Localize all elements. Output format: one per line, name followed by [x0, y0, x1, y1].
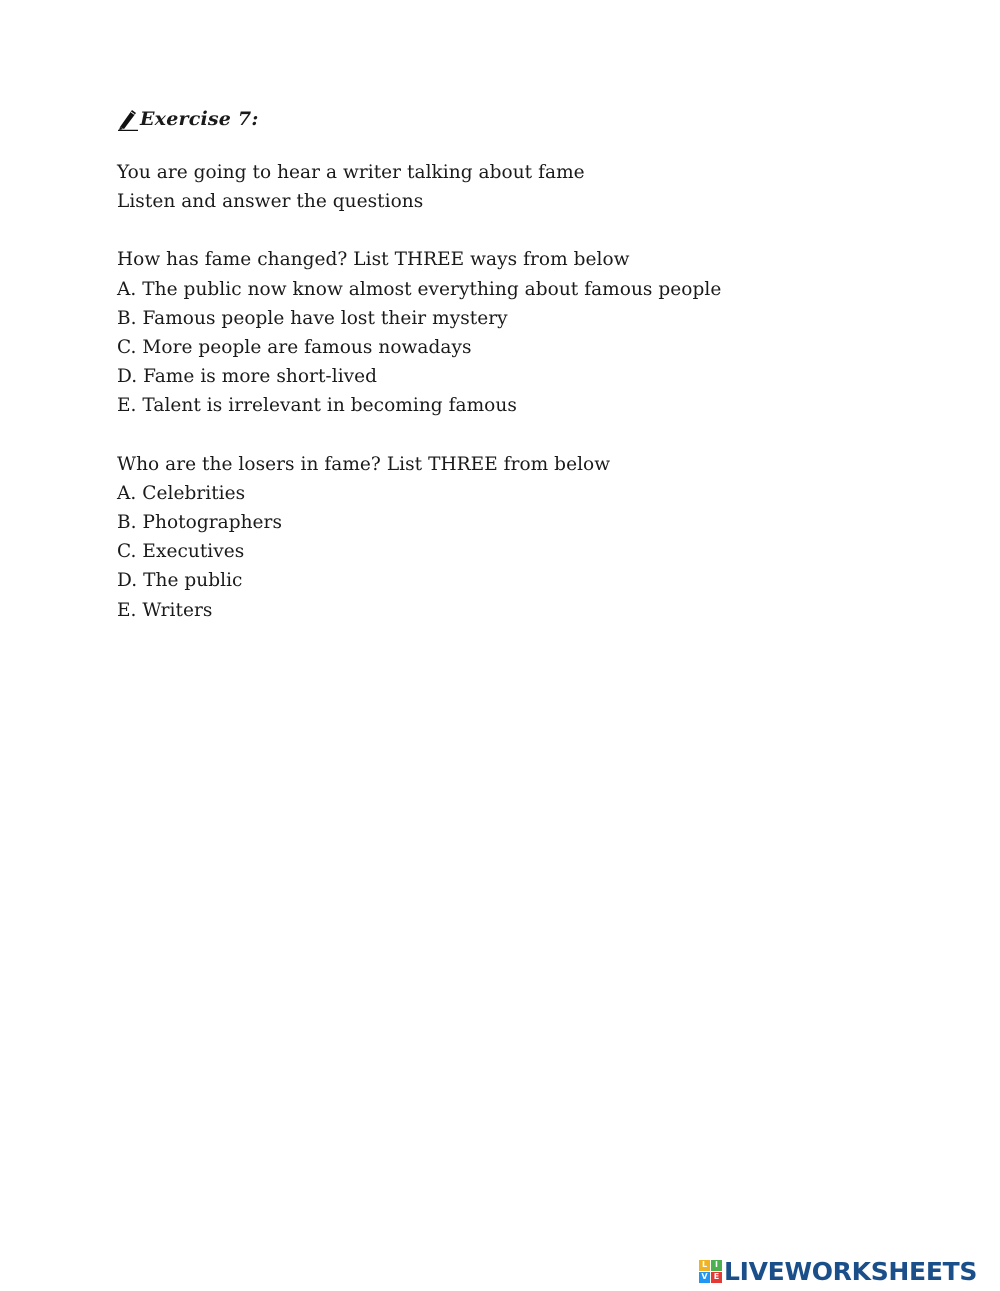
answer-option: B. Photographers	[117, 512, 282, 534]
exercise-title: Exercise 7:	[140, 108, 259, 130]
question-prompt: How has fame changed? List THREE ways from below	[117, 249, 630, 271]
worksheet-page	[117, 104, 917, 625]
spacer	[117, 421, 917, 450]
intro-line: You are going to hear a writer talking about fame	[117, 162, 585, 183]
logo-square: V	[699, 1272, 710, 1283]
liveworksheets-logo[interactable]	[699, 1256, 977, 1286]
answer-option: A. The public now know almost everything about famous people	[117, 278, 722, 300]
answer-option: A. Celebrities	[117, 482, 246, 504]
answer-option: C. More people are famous nowadays	[117, 337, 472, 359]
answer-option: E. Talent is irrelevant in becoming famous	[117, 395, 517, 417]
question-1	[117, 245, 917, 420]
logo-square: L	[699, 1260, 710, 1271]
intro-line: Listen and answer the questions	[117, 191, 424, 213]
answer-option: B. Famous people have lost their mystery	[117, 307, 508, 329]
answer-option: D. The public	[117, 570, 243, 592]
answer-option: C. Executives	[117, 541, 245, 563]
pen-icon	[117, 107, 139, 131]
answer-option: E. Writers	[117, 599, 213, 621]
answer-option: D. Fame is more short-lived	[117, 366, 378, 388]
question-prompt: Who are the losers in fame? List THREE from below	[117, 453, 611, 475]
question-2	[117, 450, 917, 625]
logo-square: I	[711, 1260, 722, 1271]
logo-text: LIVEWORKSHEETS	[724, 1256, 978, 1286]
exercise-heading	[117, 104, 917, 134]
logo-squares-icon	[699, 1260, 722, 1283]
logo-square: E	[711, 1272, 722, 1283]
spacer	[117, 216, 917, 245]
